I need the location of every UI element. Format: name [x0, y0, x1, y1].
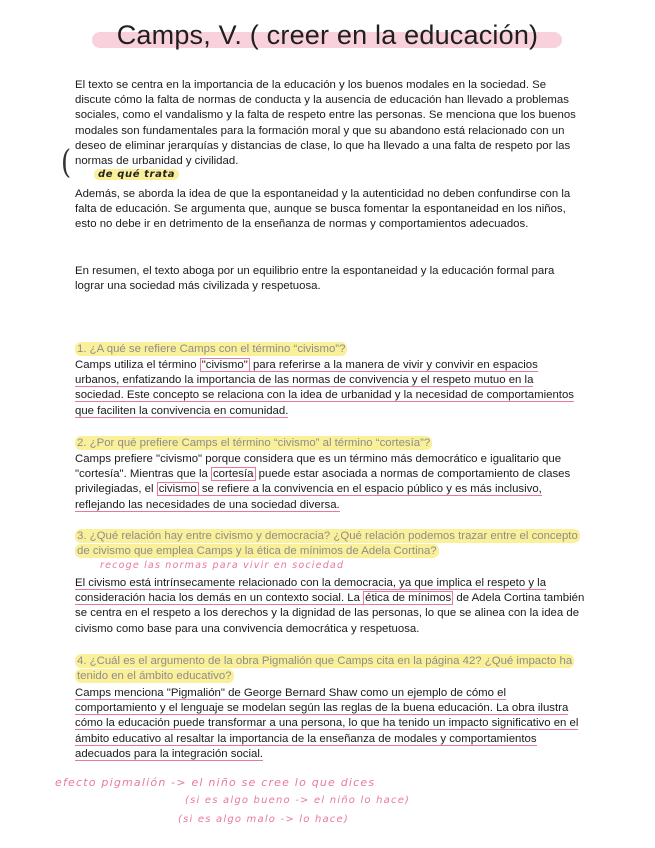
question-4-text: 4. ¿Cuál es el argumento de la obra Pigmalión que Camps cita en la página 42? ¿Qué impacto ha tenido en el ámbito educativo? — [77, 655, 573, 683]
answer-3 — [75, 576, 585, 637]
intro-paragraph-3: En resumen, el texto aboga por un equilibrio entre la espontaneidad y la educación formal para lograr una sociedad más civilizada y respetuosa. — [75, 265, 555, 293]
underlined-text: Camps menciona "Pigmalión" de George Bernard Shaw como un ejemplo de cómo el comportamiento y el lenguaje se modelan según las reglas de la buena educación. La obra ilustra cómo la educación puede transformar a una persona, lo que ha tenido un impacto significativo en el ámbito educativo al resaltar la importancia de la enseñanza de modales y comportamientos adecuados para la integración social. — [75, 687, 579, 760]
question-3-text: 3. ¿Qué relación hay entre civismo y democracia? ¿Qué relación podemos trazar entre el concepto de civismo que emplea Camps y la ética de mínimos de Adela Cortina? — [77, 530, 578, 558]
handwritten-annotation: de qué trata — [94, 169, 179, 180]
underlined-text: para referirse a la manera de vivir y convivir en espacios urbanos, enfatizando la importancia de las normas de convivencia y el respeto mutuo en la sociedad. Este concepto se relaciona con la idea de urbanidad y la necesidad de comportamientos que faciliten la convivencia en comunidad. — [75, 359, 574, 417]
page-title: Camps, V. ( creer en la educación) — [116, 20, 539, 50]
boxed-term-etica-de-minimos: ética de mínimos — [365, 592, 452, 605]
question-2-text: 2. ¿Por qué prefiere Camps el término “civismo” al término “cortesía”? — [77, 437, 431, 449]
question-4 — [75, 654, 585, 684]
handwritten-line-3: (si es algo malo -> lo hace) — [178, 814, 349, 825]
answer-2-part: Camps prefiere "civismo" porque considera que es un término más democrático e igualitario que "cortesía". Mientras que la — [75, 453, 562, 481]
intro-paragraph-2: Además, se aborda la idea de que la espontaneidad y la autenticidad no deben confundirse con la falta de educación. Se argumenta que, aunque se busca fomentar la espontaneidad en los niños, esto no debe ir en detrimento de la enseñanza de normas y comportamientos adecuados. — [75, 188, 571, 231]
answer-2-part: puede estar asociada a normas de comportamiento de clases privilegiadas, el — [75, 468, 571, 496]
handwritten-line-1: efecto pigmalión -> el niño se cree lo que dices — [55, 776, 376, 789]
answer-3-part: de Adela Cortina también se centra en el respeto a los derechos y la dignidad de las personas, lo que se alinea con la idea de civismo como base para una convivencia democrática y respetuosa. — [75, 592, 585, 635]
boxed-term-civismo: civismo — [158, 483, 197, 496]
underlined-text: El civismo está intrínsecamente relacionado con la democracia, ya que implica el respeto y la consideración hacia los demás en un contexto social. La — [75, 577, 547, 605]
answer-2 — [75, 452, 585, 513]
answer-1-part: Camps utiliza el término — [75, 359, 200, 371]
underlined-text: se refiere a la convivencia en el espacio público y es más inclusivo, reflejando las necesidades de una sociedad diversa. — [75, 483, 542, 511]
handwritten-note-q3: recoge las normas para vivir en sociedad — [100, 560, 345, 571]
intro-paragraph-1: El texto se centra en la importancia de la educación y los buenos modales en la sociedad. Se discute cómo la falta de normas de conducta y la ausencia de educación han llevado a problemas sociales, como el vandalismo y la falta de respeto entre las personas. Se menciona que los buenos modales son fundamentales para la formación moral y que su abandono está relacionado con un deseo de eliminar jerarquías y distancias de clase, lo que ha llevado a una falta de respeto por las normas de urbanidad y civilidad. — [75, 79, 576, 168]
question-1 — [75, 342, 585, 357]
handwritten-line-2: (si es algo bueno -> el niño lo hace) — [185, 795, 411, 806]
question-3 — [75, 529, 585, 559]
question-1-text: 1. ¿A qué se refiere Camps con el término “civismo”? — [77, 343, 346, 355]
answer-1 — [75, 358, 585, 419]
boxed-term-civismo: "civismo" — [201, 359, 248, 371]
question-2 — [75, 436, 585, 451]
boxed-term-cortesia: cortesía — [212, 468, 254, 481]
handwritten-bracket: ( — [61, 144, 72, 182]
answer-4 — [75, 686, 585, 762]
